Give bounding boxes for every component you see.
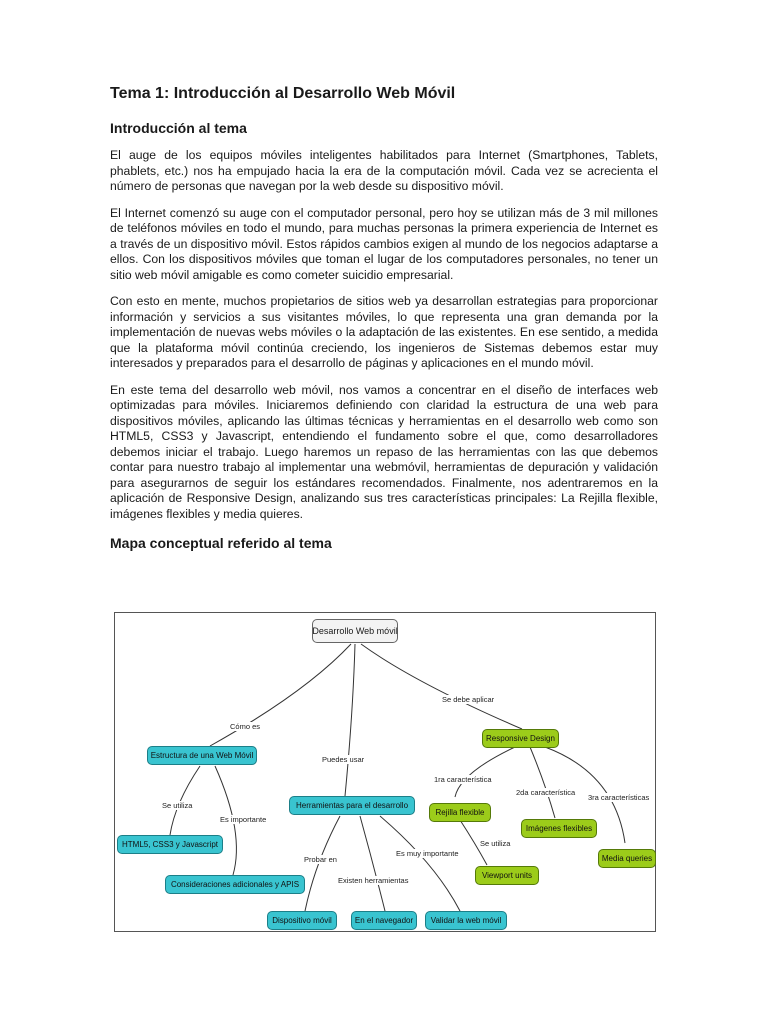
paragraph-3: Con esto en mente, muchos propietarios de sitios web ya desarrollan estrategias para proporcionar información y servicios a sus visitantes móviles, lo que representa una gran demanda por la implementación de nuevas webs móviles o la adaptación de las existentes. En ese sentido, a medida que la plataforma móvil continúa creciendo, los ingenieros de Sistemas debemos estar muy interesados y preparados para el desarrollo de páginas y aplicaciones en el mundo móvil. — [110, 294, 658, 370]
connector-line — [455, 747, 515, 797]
node-root: Desarrollo Web móvil — [312, 619, 398, 643]
node-dispositivo: Dispositivo móvil — [267, 911, 337, 930]
node-html5: HTML5, CSS3 y Javascript — [117, 835, 223, 854]
link-label-se-utiliza-2: Se utiliza — [480, 839, 511, 848]
link-label-car2: 2da característica — [516, 788, 576, 797]
node-viewport: Viewport units — [475, 866, 539, 885]
node-herramientas: Herramientas para el desarrollo — [289, 796, 415, 815]
node-imagenes: Imágenes flexibles — [521, 819, 597, 838]
page-title: Tema 1: Introducción al Desarrollo Web Móvil — [110, 85, 456, 102]
connector-line — [530, 747, 555, 818]
connector-line — [360, 816, 385, 911]
paragraph-4: En este tema del desarrollo web móvil, nos vamos a concentrar en el diseño de interfaces web optimizadas para móviles. Iniciaremos definiendo con claridad la estructura de una web para dispositivos móviles, aplicando las últimas técnicas y herramientas en el desarrollo web como son HTML5, CSS3 y Javascript, entendiendo el fundamento sobre el que, como desarrolladores debemos iniciar el trabajo. Luego haremos un repaso de las herramientas con las que debemos contar para nuestro trabajo al implementar una webmóvil, herramientas de depuración y validación para asegurarnos de seguir los estándares recomendados. Finalmente, nos adentraremos en la aplicación de Responsive Design, analizando sus tres características principales: La Rejilla flexible, imágenes flexibles y media quieres. — [110, 382, 658, 521]
concept-map — [114, 612, 656, 932]
document-page — [110, 84, 658, 560]
link-label-puedes-usar: Puedes usar — [322, 755, 365, 764]
node-consideraciones: Consideraciones adicionales y APIS — [165, 875, 305, 894]
link-label-probar-en: Probar en — [304, 855, 337, 864]
connector-line — [345, 644, 355, 796]
link-label-como-es: Cómo es — [230, 722, 261, 731]
link-label-car1: 1ra característica — [434, 775, 492, 784]
connector-line — [380, 816, 460, 911]
node-validar: Validar la web móvil — [425, 911, 507, 930]
link-label-existen-herramientas: Existen herramientas — [338, 876, 409, 885]
link-label-se-debe-aplicar: Se debe aplicar — [442, 695, 495, 704]
node-estructura: Estructura de una Web Móvil — [147, 746, 257, 765]
link-label-se-utiliza: Se utiliza — [162, 801, 193, 810]
connector-line — [361, 644, 522, 729]
node-navegador: En el navegador — [351, 911, 417, 930]
paragraph-2: El Internet comenzó su auge con el computador personal, pero hoy se utilizan más de 3 mil millones de teléfonos móviles en todo el mundo, para muchas personas la primera experiencia de Internet es a través de un dispositivo móvil. Estos rápidos cambios exigen al mundo de los negocios adaptarse a ellos. Con los dispositivos móviles que toman el lugar de los computadores personales, no tener un sitio web móvil amigable es como cometer suicidio empresarial. — [110, 205, 658, 282]
node-responsive: Responsive Design — [482, 729, 559, 748]
link-label-car3: 3ra características — [588, 793, 650, 802]
link-label-es-muy-importante: Es muy importante — [396, 849, 459, 858]
node-rejilla: Rejilla flexible — [429, 803, 491, 822]
section-heading: Introducción al tema — [110, 120, 247, 136]
map-heading: Mapa conceptual referido al tema — [110, 535, 332, 551]
link-label-es-importante: Es importante — [220, 815, 267, 824]
node-media: Media queries — [598, 849, 656, 868]
paragraph-1: El auge de los equipos móviles inteligentes habilitados para Internet (Smartphones, Tablets, phablets, etc.) nos ha empujado hacia la era de la computación móvil. Cada vez se acrecienta el número de personas que navegan por la web desde su dispositivo móvil. — [110, 148, 658, 193]
